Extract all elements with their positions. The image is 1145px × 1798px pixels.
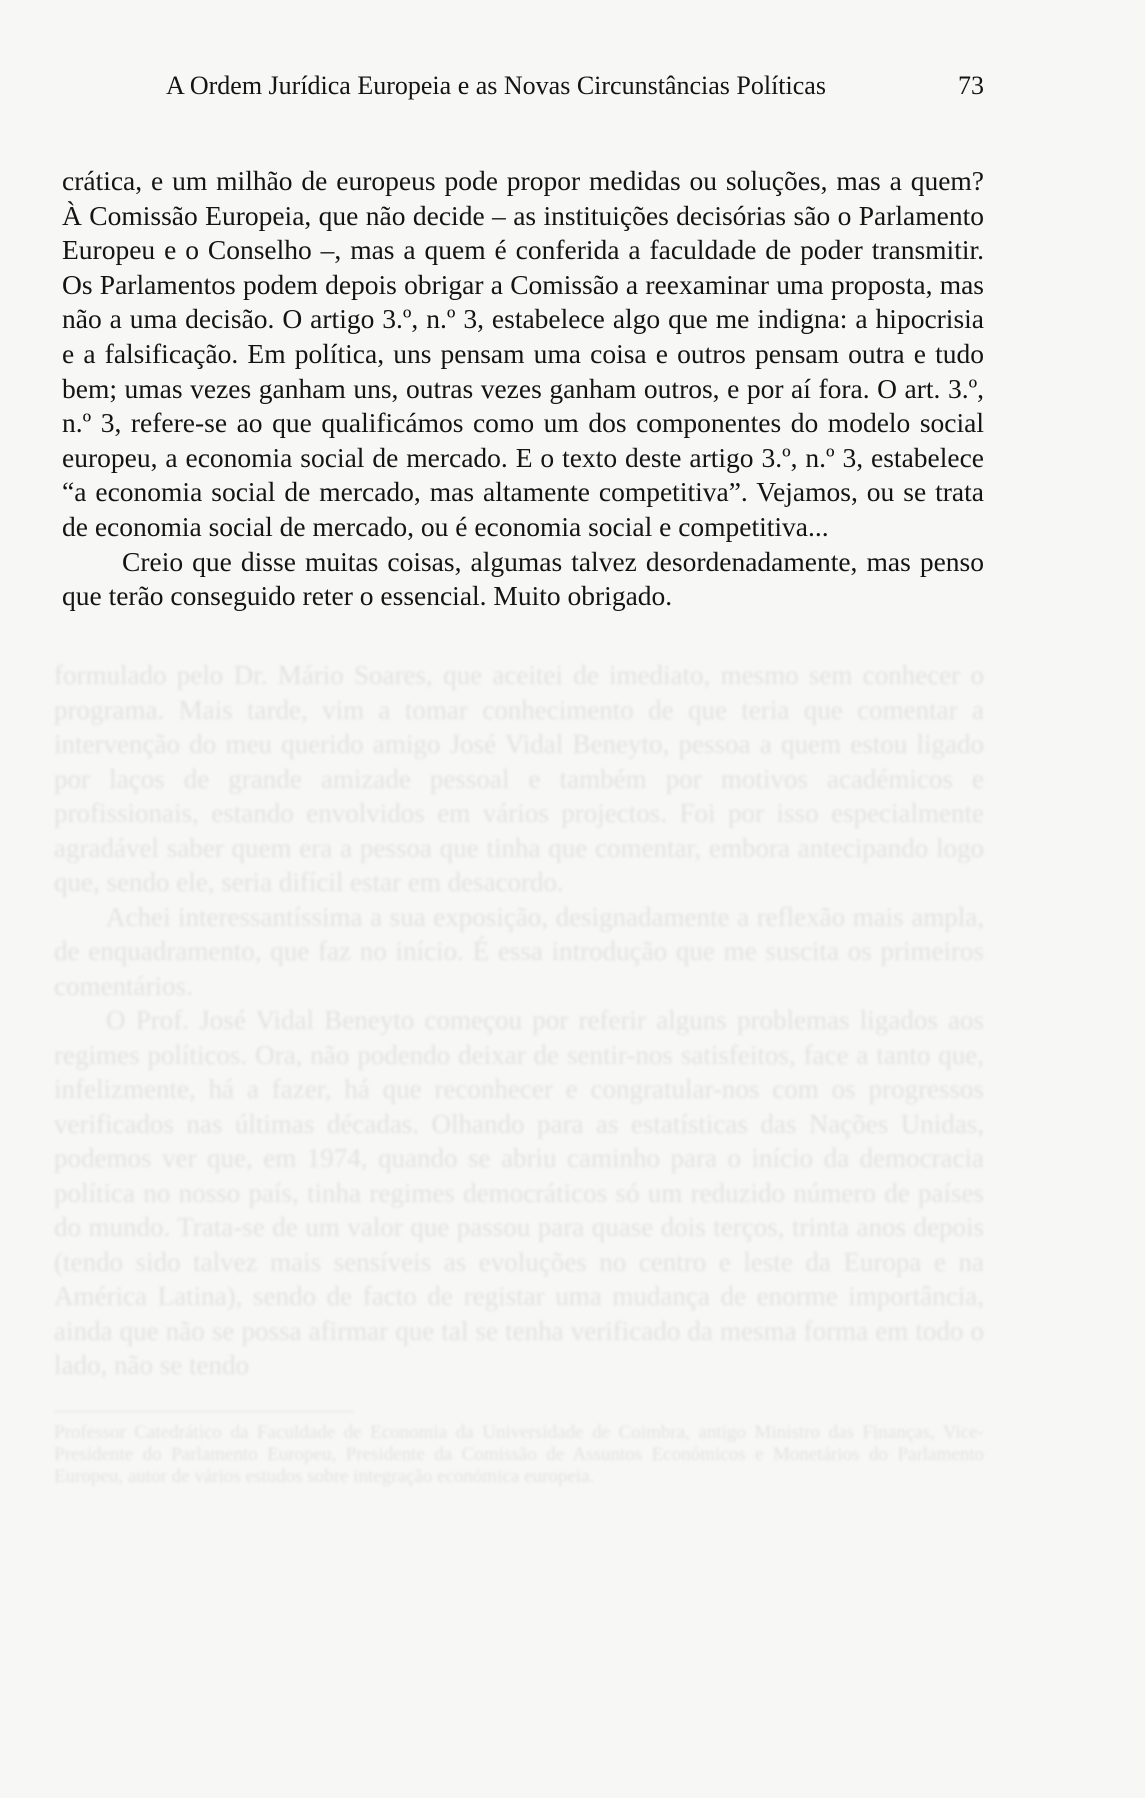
bleed-paragraph: formulado pelo Dr. Mário Soares, que aceitei de imediato, mesmo sem conhecer o programa. Mais tarde, vim a tomar conhecimento de que teria que comentar a intervenção do meu querido amigo José Vidal Beneyto, pessoa a quem estou ligado por laços de grande amizade pessoal e também por motivos académicos e profissionais, estando envolvidos em vários projectos. Foi por isso especialmente agradável saber quem era a pessoa que tinha que comentar, embora antecipando logo que, sendo ele, seria difícil estar em desacordo. bbox=[54, 660, 984, 897]
bleed-paragraph: O Prof. José Vidal Beneyto começou por referir alguns problemas ligados aos regimes políticos. Ora, não podendo deixar de sentir-nos satisfeitos, face a tanto que, infelizmente, há a fazer, há que reconhecer e congratular-nos com os progressos verificados nas últimas décadas. Olhando para as estatísticas das Nações Unidas, podemos ver que, em 1974, quando se abriu caminho para o início da democracia política no nosso país, tinha regimes democráticos só um reduzido número de países do mundo. Trata-se de um valor que passou para quase dois terços, trinta anos depois (tendo sido talvez mais sensíveis as evoluções no centro e leste da Europa e na América Latina), sendo de facto de registar uma mudança de enorme importância, ainda que não se possa afirmar que tal se tenha verificado da mesma forma em todo o lado, não se tendo bbox=[54, 1005, 984, 1380]
running-title: A Ordem Jurídica Europeia e as Novas Circunstâncias Políticas bbox=[166, 71, 826, 100]
bleed-through-text bbox=[54, 658, 984, 1488]
body-paragraph-1: crática, e um milhão de europeus pode propor medidas ou soluções, mas a quem? À Comissão Europeia, que não decide – as instituições decisórias são o Parlamento Europeu e o Conselho –, mas a quem é conferida a faculdade de poder transmitir. Os Parlamentos podem depois obrigar a Comissão a reexaminar uma proposta, mas não a uma decisão. O artigo 3.º, n.º 3, estabelece algo que me indigna: a hipocrisia e a falsificação. Em política, uns pensam uma coisa e outros pensam outra e tudo bem; umas vezes ganham uns, outras vezes ganham outros, e por aí fora. O art. 3.º, n.º 3, refere-se ao que qualificámos como um dos componentes do modelo social europeu, a economia social de mercado. E o texto deste artigo 3.º, n.º 3, estabelece “a economia social de mercado, mas altamente competitiva”. Vejamos, ou se trata de economia social de mercado, ou é economia social e competitiva... bbox=[62, 165, 984, 542]
bleed-paragraph: Achei interessantíssima a sua exposição, designadamente a reflexão mais ampla, de enquadramento, que faz no início. É essa introdução que me suscita os primeiros comentários. bbox=[54, 901, 984, 1001]
running-header bbox=[166, 66, 996, 106]
bleed-footnote: Professor Catedrático da Faculdade de Economia da Universidade de Coimbra, antigo Ministro das Finanças, Vice-Presidente do Parlamento Europeu, Presidente da Comissão de Assuntos Económicos e Monetários do Parlamento Europeu, autor de vários estudos sobre integração económica europeia. bbox=[54, 1421, 984, 1487]
body-text bbox=[62, 164, 984, 614]
footnote-rule bbox=[54, 1411, 354, 1412]
body-paragraph-2: Creio que disse muitas coisas, algumas talvez desordenadamente, mas penso que terão conseguido reter o essencial. Muito obrigado. bbox=[62, 545, 984, 612]
page-number: 73 bbox=[958, 71, 984, 100]
